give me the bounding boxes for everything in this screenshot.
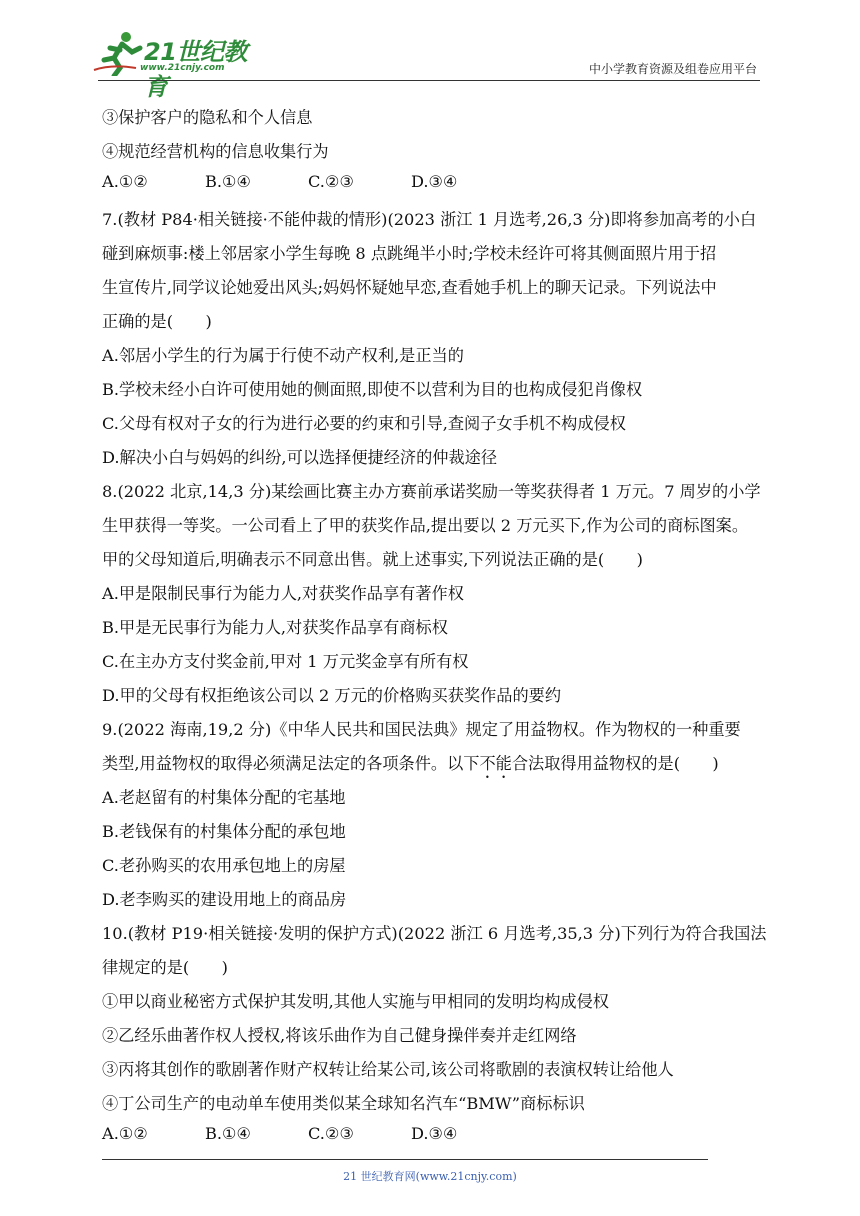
q10-statement-3: ③丙将其创作的歌剧著作财产权转让给某公司,该公司将歌剧的表演权转让给他人 bbox=[102, 1060, 674, 1079]
q6-option-d: D.③④ bbox=[411, 172, 458, 191]
q10-option-a: A.①② bbox=[102, 1124, 148, 1143]
q10-option-c: C.②③ bbox=[308, 1124, 354, 1143]
q6-option-c: C.②③ bbox=[308, 172, 354, 191]
q8-option-c: C.在主办方支付奖金前,甲对 1 万元奖金享有所有权 bbox=[102, 652, 469, 671]
q7-option-b: B.学校未经小白许可使用她的侧面照,即使不以营利为目的也构成侵犯肖像权 bbox=[102, 380, 643, 399]
header-divider bbox=[98, 80, 760, 81]
q10-stem-1: 10.(教材 P19·相关链接·发明的保护方式)(2022 浙江 6 月选考,35,3 分)下列行为符合我国法 bbox=[102, 924, 767, 943]
q6-option-a: A.①② bbox=[102, 172, 148, 191]
q9-stem-1: 9.(2022 海南,19,2 分)《中华人民共和国民法典》规定了用益物权。作为物权的一种重要 bbox=[102, 720, 741, 739]
q7-stem-1: 7.(教材 P84·相关链接·不能仲裁的情形)(2023 浙江 1 月选考,26,3 分)即将参加高考的小白 bbox=[102, 210, 757, 229]
q10-statement-2: ②乙经乐曲著作权人授权,将该乐曲作为自己健身操伴奏并走红网络 bbox=[102, 1026, 577, 1045]
q8-stem-3: 甲的父母知道后,明确表示不同意出售。就上述事实,下列说法正确的是( ) bbox=[102, 550, 643, 569]
q8-option-a: A.甲是限制民事行为能力人,对获奖作品享有著作权 bbox=[102, 584, 464, 603]
q8-option-b: B.甲是无民事行为能力人,对获奖作品享有商标权 bbox=[102, 618, 448, 637]
q9-stem-2 bbox=[102, 750, 719, 782]
q9-stem-2-part2: 合法取得用益物权的是( ) bbox=[511, 754, 719, 773]
logo-wordmark: 21世纪教育 bbox=[144, 38, 247, 101]
q10-stem-2: 律规定的是( ) bbox=[102, 958, 228, 977]
q7-stem-3: 生宣传片,同学议论她爱出风头;妈妈怀疑她早恋,查看她手机上的聊天记录。下列说法中 bbox=[102, 278, 717, 297]
q7-stem-2: 碰到麻烦事:楼上邻居家小学生每晚 8 点跳绳半小时;学校未经许可将其侧面照片用于招 bbox=[102, 244, 717, 263]
platform-tagline: 中小学教育资源及组卷应用平台 bbox=[588, 62, 757, 76]
q6-options bbox=[102, 172, 514, 191]
q10-statement-4: ④丁公司生产的电动单车使用类似某全球知名汽车“BMW”商标标识 bbox=[102, 1094, 585, 1113]
q9-emphasis: 不能 bbox=[479, 754, 512, 773]
q7-stem-4: 正确的是( ) bbox=[102, 312, 212, 331]
q6-statement-4: ④规范经营机构的信息收集行为 bbox=[102, 142, 329, 161]
q9-option-b: B.老钱保有的村集体分配的承包地 bbox=[102, 822, 346, 841]
q8-stem-2: 生甲获得一等奖。一公司看上了甲的获奖作品,提出要以 2 万元买下,作为公司的商标图案。 bbox=[102, 516, 749, 535]
q9-option-c: C.老孙购买的农用承包地上的房屋 bbox=[102, 856, 346, 875]
q8-option-d: D.甲的父母有权拒绝该公司以 2 万元的价格购买获奖作品的要约 bbox=[102, 686, 562, 705]
q9-stem-2-part1: 类型,用益物权的取得必须满足法定的各项条件。以下 bbox=[102, 754, 480, 773]
footer-divider bbox=[102, 1159, 708, 1160]
page-header bbox=[0, 0, 860, 101]
site-logo[interactable] bbox=[92, 30, 262, 101]
q7-option-d: D.解决小白与妈妈的纠纷,可以选择便捷经济的仲裁途径 bbox=[102, 448, 498, 467]
logo-url: www.21cnjy.com bbox=[140, 63, 225, 73]
q9-option-d: D.老李购买的建设用地上的商品房 bbox=[102, 890, 347, 909]
q10-statement-1: ①甲以商业秘密方式保护其发明,其他人实施与甲相同的发明均构成侵权 bbox=[102, 992, 609, 1011]
q7-option-c: C.父母有权对子女的行为进行必要的约束和引导,查阅子女手机不构成侵权 bbox=[102, 414, 626, 433]
q6-statement-3: ③保护客户的隐私和个人信息 bbox=[102, 108, 313, 127]
q9-option-a: A.老赵留有的村集体分配的宅基地 bbox=[102, 788, 346, 807]
q10-options bbox=[102, 1124, 514, 1143]
q10-option-d: D.③④ bbox=[411, 1124, 458, 1143]
q7-option-a: A.邻居小学生的行为属于行使不动产权利,是正当的 bbox=[102, 346, 464, 365]
q8-stem-1: 8.(2022 北京,14,3 分)某绘画比赛主办方赛前承诺奖励一等奖获得者 1 万元。7 周岁的小学 bbox=[102, 482, 761, 501]
q10-option-b: B.①④ bbox=[205, 1124, 252, 1143]
q6-option-b: B.①④ bbox=[205, 172, 252, 191]
footer-link[interactable]: 21 世纪教育网(www.21cnjy.com) bbox=[343, 1170, 517, 1183]
